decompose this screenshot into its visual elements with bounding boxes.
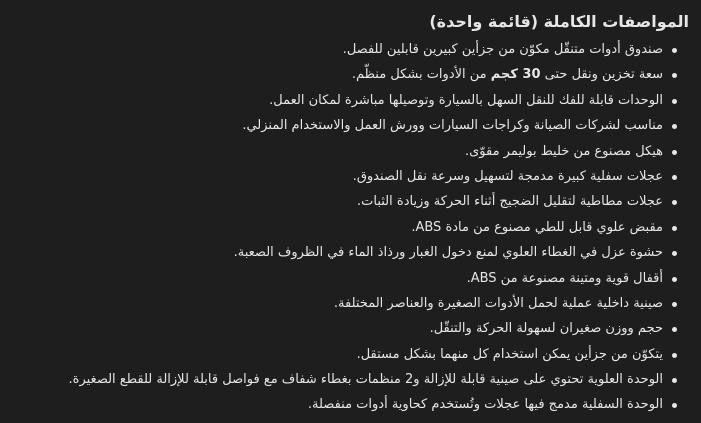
list-item-text: يتكوّن من جزأين يمكن استخدام كل منهما بشكل مستقل. — [356, 346, 663, 362]
list-item-text: الوحدات قابلة للفك للنقل السهل بالسيارة وتوصيلها مباشرة لمكان العمل. — [269, 92, 663, 108]
list-item-text: عجلات مطاطية لتقليل الضجيج أثناء الحركة وزيادة الثبات. — [357, 194, 663, 210]
list-item-text: صينية داخلية عملية لحمل الأدوات الصغيرة والعناصر المختلفة. — [333, 295, 663, 311]
list-item-text: مناسب لشركات الصيانة وكراجات السيارات وورش العمل والاستخدام المنزلي. — [242, 118, 663, 134]
list-item — [10, 189, 677, 214]
bullet-icon — [672, 251, 677, 256]
list-item — [10, 62, 677, 87]
list-item-text-pre: سعة تخزين ونقل حتى — [540, 67, 663, 83]
list-item-text: الوحدة العلوية تحتوي على صينية قابلة للإزالة و2 منظمات بغطاء شفاف مع فواصل قابلة للإزالة للقطع الصغيرة. — [68, 372, 663, 388]
list-item — [10, 113, 677, 138]
bullet-icon — [672, 353, 677, 358]
bullet-icon — [672, 327, 677, 332]
bullet-icon — [672, 403, 677, 408]
list-item — [10, 392, 677, 417]
list-item — [10, 316, 677, 341]
bullet-icon — [672, 378, 677, 383]
bullet-icon — [672, 48, 677, 53]
page-title: المواصفات الكاملة (قائمة واحدة) — [429, 12, 689, 31]
list-item — [10, 342, 677, 367]
list-item — [10, 240, 677, 265]
list-item — [10, 367, 677, 392]
list-item-text: حجم ووزن صغيران لسهولة الحركة والتنقّل. — [429, 321, 663, 337]
list-item — [10, 139, 677, 164]
list-item — [10, 164, 677, 189]
bullet-icon — [672, 277, 677, 282]
bullet-icon — [672, 150, 677, 155]
capacity-value: 30 كجم — [490, 67, 541, 83]
list-item — [10, 37, 677, 62]
list-item-text: الوحدة السفلية مدمج فيها عجلات وتُستخدم كحاوية أدوات منفصلة. — [307, 397, 663, 413]
bullet-icon — [672, 175, 677, 180]
list-item — [10, 266, 677, 291]
bullet-icon — [672, 73, 677, 78]
list-item-text: صندوق أدوات متنقّل مكوّن من جزأين كبيرين قابلين للفصل. — [342, 42, 663, 57]
list-item-text: حشوة عزل في الغطاء العلوي لمنع دخول الغبار ورذاذ الماء في الظروف الصعبة. — [233, 245, 663, 261]
bullet-icon — [672, 226, 677, 231]
spec-list — [10, 37, 689, 418]
list-item-text: هيكل مصنوع من خليط بوليمر مقوّى. — [464, 143, 663, 159]
list-item-text: أقفال قوية ومتينة مصنوعة من ABS. — [466, 270, 663, 286]
list-item — [10, 291, 677, 316]
list-item-text: عجلات سفلية كبيرة مدمجة لتسهيل وسرعة نقل الصندوق. — [352, 168, 663, 184]
list-item — [10, 215, 677, 240]
bullet-icon — [672, 99, 677, 104]
list-item — [10, 88, 677, 113]
bullet-icon — [672, 302, 677, 307]
list-item-text: مقبض علوي قابل للطي مصنوع من مادة ABS. — [411, 219, 663, 235]
list-item-text-post: من الأدوات بشكل منظّم. — [351, 67, 491, 83]
bullet-icon — [672, 200, 677, 205]
bullet-icon — [672, 124, 677, 129]
